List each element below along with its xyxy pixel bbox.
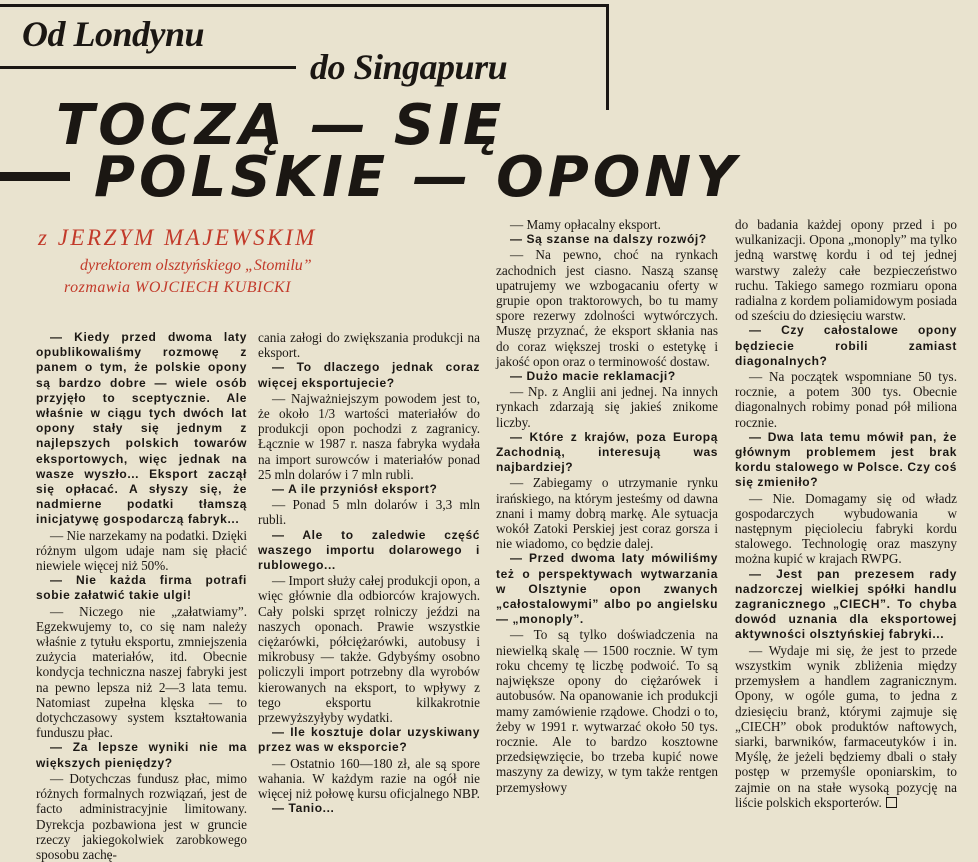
title-bottom-row bbox=[94, 145, 740, 210]
question-paragraph: — To dlaczego jednak coraz więcej eksportujecie? bbox=[258, 360, 480, 390]
question-paragraph: — Są szanse na dalszy rozwój? bbox=[510, 232, 707, 247]
answer-paragraph: — Dotychczas fundusz płac, mimo różnych formalnych rozwiązań, jest de facto administracyjnie limitowany. Dyrekcja pozbawiona jest w gruncie rzeczy jakiegokolwiek zarobkowego sposobu zachę- bbox=[36, 770, 247, 862]
answer-paragraph: — Import służy całej produkcji opon, a więc głównie dla odbiorców krajowych. Cały polski sprzęt rolniczy jeździ na naszych oponach. Prawie wszystkie ciężarówki, półciężarówki, autobusy i mikrobusy — także. Gdybyśmy osobno policzyli import potrzebny dla wyrobów kierowanych na eksport, to wpływy z tego eksportu kilkakrotnie przewyższyłyby wydatki. bbox=[258, 573, 480, 726]
answer-paragraph: do badania każdej opony przed i po wulkanizacji. Opona „monoply” ma tylko jedną warstwę kordu i od tej jednej warstwy zależy całe bezpieczeństwo ruchu. Takiego samego rozmiaru opona radialna z kordem poliamidowym posiada od sześciu do dziesięciu warstw. bbox=[735, 217, 957, 324]
column-2 bbox=[258, 330, 480, 816]
title-word-sie: SIĘ bbox=[393, 93, 506, 158]
header-top-rule bbox=[0, 4, 608, 7]
title-word-polskie: POLSKIE bbox=[94, 145, 390, 210]
answer-paragraph: — Zabiegamy o utrzymanie rynku irańskiego, na którym jesteśmy od dawna znani i mamy dobrą markę. Ale sytuacja wokół Zatoki Perskiej jest coraz gorsza i nie wiadomo, co będzie dalej. bbox=[496, 475, 718, 552]
byline-position: dyrektorem olsztyńskiego „Stomilu” bbox=[80, 257, 312, 274]
byline-interviewee: z JERZYM MAJEWSKIM bbox=[38, 225, 317, 250]
title-dash: — bbox=[310, 93, 371, 158]
answer-paragraph: — To są tylko doświadczenia na niewielką skalę — 1500 rocznie. W tym roku chcemy tę liczbę podwoić. To są największe opony do ciężarówek i autobusów. Na opanowanie ich produkcji mamy zamówienie rządowe. Chodzi o to, żeby w 1991 r. wytwarzać około 50 tys. rocznie. Ale to bardzo kosztowne przedsięwzięcie, bo trzeba kupić nowe maszyny za dewizy, w tym także rentgen przemysłowy bbox=[496, 627, 718, 795]
byline-interviewer: rozmawia WOJCIECH KUBICKI bbox=[64, 279, 292, 296]
answer-paragraph: — Np. z Anglii ani jednej. Na innych rynkach zdarzają się jakieś znikome liczby. bbox=[496, 384, 718, 430]
answer-paragraph: — Nie. Domagamy się od władz gospodarczych wybudowania w następnym pięcioleciu fabryki kordu stalowego. Technologię oraz maszyny można kupić w krajach RWPG. bbox=[735, 490, 957, 567]
header-right-vertical-rule bbox=[606, 4, 609, 110]
question-paragraph: — Ile kosztuje dolar uzyskiwany przez was w eksporcie? bbox=[258, 725, 480, 755]
question-paragraph: — Dwa lata temu mówił pan, że głównym problemem jest brak kordu stalowego w Polsce. Czy coś się zmieniło? bbox=[735, 429, 957, 490]
question-paragraph: — Kiedy przed dwoma laty opublikowaliśmy rozmowę z panem o tym, że polskie opony są bardzo dobre — wiele osób przyjęło to sceptycznie. Ale właśnie w ciągu tych dwóch lat opony stały się jednym z najlepszych polskich towarów eksportowych, więc jednak na wasze wyszło... Eksport zaczął się opłacać. A słyszy się, że nadmierne podatki tłamszą inicjatywę gospodarczą fabryk... bbox=[36, 330, 247, 527]
answer-paragraph: cania załogi do zwiększania produkcji na eksport. bbox=[258, 330, 480, 361]
kicker-line-1: Od Londynu bbox=[22, 14, 205, 54]
answer-paragraph: — Wydaje mi się, że jest to przede wszystkim wynik zbliżenia między przemysłem a handlem zagranicznym. Opony, w ogóle guma, to jedna z dziesięciu branż, którymi zajmuje się „CIECH” obok produktów naftowych, siarki, barwników, farmaceutyków i in. Myślę, że jeżeli będziemy dbali o stały postęp w przemyśle oponiarskim, to zajmie on na stałe wysoką pozycję na liście polskich eksporterów. bbox=[735, 642, 957, 810]
title-word-tocza: TOCZĄ bbox=[56, 93, 287, 158]
answer-paragraph: — Na początek wspomniane 50 tys. rocznie, a potem 300 tys. Obecnie diagonalnych robimy ponad pół miliona rocznie. bbox=[735, 369, 957, 430]
answer-paragraph: — Ostatnio 160—180 zł, ale są spore wahania. W każdym razie na ogół nie więcej niż połowę kursu oficjalnego NBP. bbox=[258, 755, 480, 802]
end-of-article-mark bbox=[886, 797, 897, 808]
answer-paragraph: — Ponad 5 mln dolarów i 3,3 mln rubli. bbox=[258, 497, 480, 528]
question-paragraph: — A ile przyniósł eksport? bbox=[272, 482, 438, 497]
question-paragraph: — Za lepsze wyniki nie ma większych pieniędzy? bbox=[36, 740, 247, 770]
question-paragraph: — Dużo macie reklamacji? bbox=[510, 369, 676, 384]
question-paragraph: — Czy całostalowe opony będziecie robili zamiast diagonalnych? bbox=[735, 323, 957, 368]
column-1 bbox=[36, 330, 248, 862]
column-3 bbox=[496, 217, 718, 798]
column-4 bbox=[735, 217, 957, 810]
title-left-dash bbox=[0, 172, 70, 181]
title-dash-2: — bbox=[412, 145, 473, 210]
answer-paragraph: — Niczego nie „załatwiamy”. Egzekwujemy to, co się nam należy właśnie z tytułu eksportu, zmniejszenia zużycia materiałów, itd. Obecnie kondycja techniczna naszej fabryki jest na pewno lepsza niż 2—3 lata temu. Natomiast zupełna klęska — to dotychczasowy system kształtowania funduszu płac. bbox=[36, 603, 247, 741]
question-paragraph: — Przed dwoma laty mówiliśmy też o perspektywach wytwarzania w Olsztynie opon zwanych „całostalowymi” albo po angielsku — „monoply”. bbox=[496, 551, 718, 627]
header-left-rule bbox=[0, 66, 296, 69]
question-paragraph: — Ale to zaledwie część waszego importu dolarowego i rublowego... bbox=[258, 527, 480, 573]
kicker-line-2: do Singapuru bbox=[310, 47, 508, 87]
answer-paragraph: — Najważniejszym powodem jest to, że około 1/3 wartości materiałów do produkcji opon pochodzi z zagranicy. Łącznie w 1987 r. nasza fabryka wydała na import surowców i materiałów ponad 25 mln dolarów i 7 mln rubli. bbox=[258, 390, 480, 482]
answer-paragraph: — Mamy opłacalny eksport. bbox=[510, 217, 661, 232]
title-word-opony: OPONY bbox=[496, 145, 740, 210]
answer-paragraph: — Nie narzekamy na podatki. Dzięki różnym ulgom udaje nam się płacić niewiele więcej niż 50%. bbox=[36, 527, 248, 574]
question-paragraph: — Nie każda firma potrafi sobie załatwić takie ulgi! bbox=[36, 573, 247, 603]
question-paragraph: — Jest pan prezesem rady nadzorczej wielkiej spółki handlu zagranicznego „CIECH”. To chyba dowód uznania dla eksportowej aktywności olsztyńskiej fabryki... bbox=[735, 566, 957, 642]
answer-paragraph: — Na pewno, choć na rynkach zachodnich jest ciasno. Naszą szansę upatrujemy we wzbogacaniu oferty w grupie opon traktorowych, bo tu mamy spore rezerwy zdolności wytwórczych. Muszę przyznać, że eksport skłania nas do coraz większej troski o estetykę i jakość opon oraz o terminowość dostaw. bbox=[496, 247, 718, 369]
question-paragraph: — Które z krajów, poza Europą Zachodnią, interesują was najbardziej? bbox=[496, 429, 718, 475]
question-paragraph: — Tanio... bbox=[272, 801, 335, 816]
